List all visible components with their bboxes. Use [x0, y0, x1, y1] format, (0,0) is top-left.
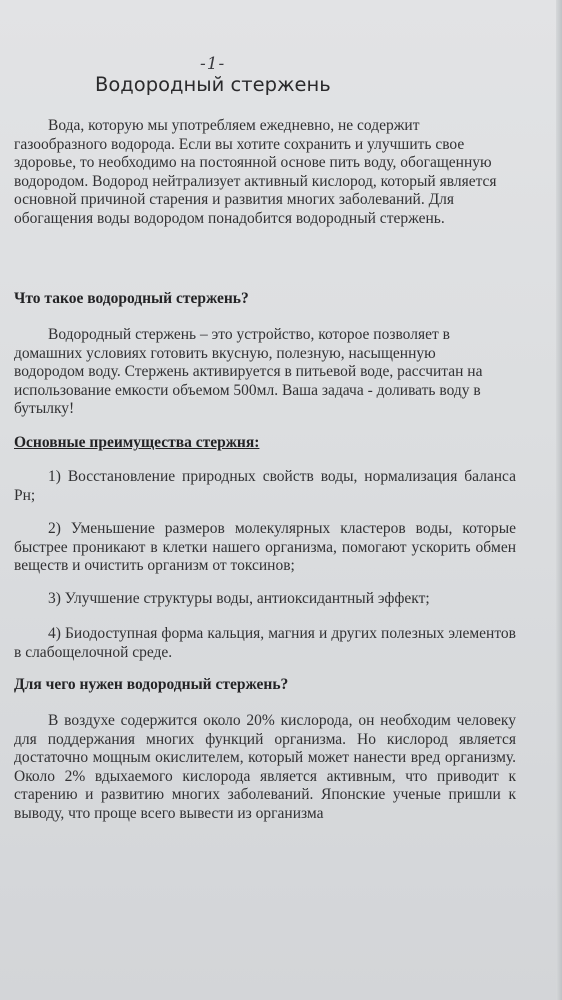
- section-heading-why-needed: Для чего нужен водородный стержень?: [14, 676, 289, 693]
- what-is-paragraph: Водородный стержень – это устройство, которое позволяет в домашних условиях готовить вкусную, полезную, насыщенную водородом воду. Стержень активируется в питьевой воде, рассчитан на использование емкости объемом 500мл. Ваша задача - доливать воду в бутылку!: [14, 326, 483, 418]
- document-title: Водородный стержень: [95, 73, 331, 96]
- advantage-item: 1) Восстановление природных свойств воды, нормализация баланса Рн;: [14, 468, 516, 504]
- advantage-item: 2) Уменьшение размеров молекулярных кластеров воды, которые быстрее проникают в клетки нашего организма, помогают ускорить обмен веществ и очистить организм от токсинов;: [14, 520, 516, 575]
- section-heading-what-is: Что такое водородный стержень?: [14, 290, 249, 307]
- intro-paragraph: Вода, которую мы употребляем ежедневно, не содержит газообразного водорода. Если вы хотите сохранить и улучшить свое здоровье, то необходимо на постоянной основе пить воду, обогащенную водородом. Водород нейтрализует активный кислород, который является основной причиной старения и развития многих заболеваний. Для обогащения воды водородом понадобится водородный стержень.: [14, 117, 497, 227]
- why-needed-paragraph: В воздухе содержится около 20% кислорода, он необходим человеку для поддержания многих функций организма. Но кислород является достаточно мощным окислителем, который может нанести вред организму. Около 2% вдыхаемого кислорода является активным, что приводит к старению и развитию многих заболеваний. Японские ученые пришли к выводу, что проще всего вывести из организма: [14, 712, 516, 822]
- advantage-item: 3) Улучшение структуры воды, антиоксидантный эффект;: [48, 590, 430, 607]
- page-number: -1-: [200, 54, 226, 74]
- section-heading-advantages: Основные преимущества стержня:: [14, 434, 260, 451]
- paper-edge: [556, 0, 562, 1000]
- advantage-item: 4) Биодоступная форма кальция, магния и других полезных элементов в слабощелочной среде.: [14, 625, 516, 661]
